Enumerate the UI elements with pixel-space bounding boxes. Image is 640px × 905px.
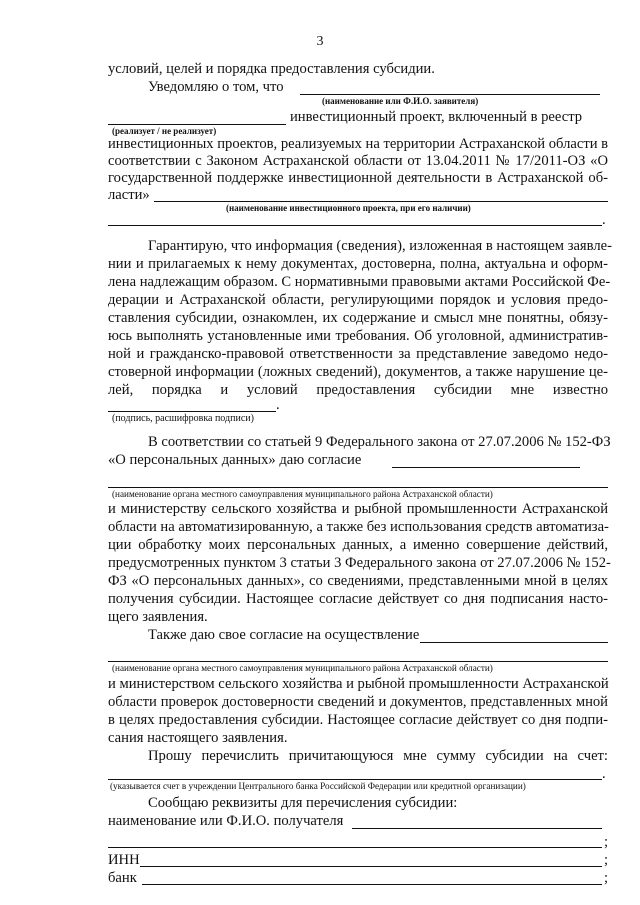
blank-line bbox=[108, 225, 602, 226]
blank-line bbox=[108, 124, 286, 125]
field-caption: (наименование инвестиционного проекта, при его наличии) bbox=[226, 203, 471, 213]
inn-label: ИНН bbox=[108, 852, 140, 868]
text-line: в целях предоставления субсидии. Настоящее согласие действует со дня подпи- bbox=[108, 712, 608, 728]
text-line: Сообщаю реквизиты для перечисления субсидии: bbox=[148, 795, 458, 811]
text-line: стоверной информации (ложных сведений), документов, а также нарушение це- bbox=[108, 364, 608, 380]
text-line: ласти» bbox=[108, 187, 150, 203]
text-line: . bbox=[602, 766, 606, 782]
text-line: и министерством сельского хозяйства и рыбной промышленности Астраханской bbox=[108, 676, 609, 692]
blank-line bbox=[154, 201, 608, 202]
text-line: сания настоящего заявления. bbox=[108, 730, 288, 746]
text-line: ной и гражданско-правовой ответственности за представление заведомо недо- bbox=[108, 346, 608, 362]
text-line: области проверок достоверности сведений и документов, представленных мной bbox=[108, 694, 608, 710]
text-line: ; bbox=[604, 834, 609, 850]
text-line: ставления субсидии, ознакомлен, их содержание и смысл мне понятны, обязу- bbox=[108, 310, 608, 326]
text-line: лей, порядка и условий предоставления субсидии мне известно bbox=[108, 382, 608, 398]
blank-line bbox=[108, 661, 608, 662]
bank-label: банк bbox=[108, 870, 137, 886]
signature-line bbox=[108, 411, 276, 412]
text-line: соответствии с Законом Астраханской области от 13.04.2011 № 17/2011-ОЗ «О bbox=[108, 153, 608, 169]
signature-caption: (подпись, расшифровка подписи) bbox=[112, 413, 254, 424]
blank-line bbox=[108, 779, 602, 780]
text-line: области на автоматизированную, а также без использования средств автоматиза- bbox=[108, 519, 609, 535]
blank-line bbox=[300, 94, 600, 95]
recipient-name-label: наименование или Ф.И.О. получателя bbox=[108, 813, 344, 829]
text-line: Уведомляю о том, что bbox=[148, 79, 284, 95]
text-line: ; bbox=[604, 870, 609, 886]
text-line: ФЗ «О персональных данных», со сведениями, представленными мной в целях bbox=[108, 573, 608, 589]
text-line: условий, целей и порядка предоставления субсидии. bbox=[108, 61, 435, 77]
text-line: ; bbox=[604, 852, 609, 868]
text-line: получения субсидии. Настоящее согласие действует со дня подписания насто- bbox=[108, 591, 608, 607]
text-line: щего заявления. bbox=[108, 609, 208, 625]
text-line: нии и прилагаемых к нему документах, достоверна, полна, актуальна и оформ- bbox=[108, 256, 608, 272]
text-line: инвестиционный проект, включенный в реестр bbox=[290, 109, 583, 125]
bank-field[interactable] bbox=[142, 884, 602, 885]
field-caption: (реализует / не реализует) bbox=[112, 126, 217, 136]
blank-line bbox=[108, 487, 608, 488]
blank-line bbox=[392, 467, 580, 468]
text-line: «О персональных данных» даю согласие bbox=[108, 452, 362, 468]
field-caption: (указывается счет в учреждении Центрального банка Российской Федерации или кредитной организации) bbox=[110, 781, 526, 791]
text-line: Прошу перечислить причитающуюся мне сумму субсидии на счет: bbox=[148, 748, 608, 764]
text-line: . bbox=[602, 212, 606, 228]
text-line: Также даю свое согласие на осуществление bbox=[148, 627, 420, 643]
text-line: Гарантирую, что информация (сведения), изложенная в настоящем заявле- bbox=[148, 238, 612, 254]
blank-line bbox=[420, 642, 608, 643]
field-caption: (наименование органа местного самоуправления муниципального района Астраханской области) bbox=[112, 489, 493, 499]
text-line: и министерству сельского хозяйства и рыбной промышленности Астраханской bbox=[108, 501, 608, 517]
text-line: государственной поддержке инвестиционной деятельности в Астраханской об- bbox=[108, 170, 608, 186]
text-line: лена надлежащим образом. С нормативными правовыми актами Российской Фе- bbox=[108, 274, 611, 290]
recipient-name-field-cont[interactable] bbox=[108, 847, 602, 848]
text-line: инвестиционных проектов, реализуемых на территории Астраханской области в bbox=[108, 136, 609, 152]
field-caption: (наименование или Ф.И.О. заявителя) bbox=[322, 96, 479, 106]
text-line: В соответствии со статьей 9 Федерального закона от 27.07.2006 № 152-ФЗ bbox=[148, 434, 611, 450]
inn-field[interactable] bbox=[140, 866, 602, 867]
text-line: дерации и Астраханской области, регулирующими порядок и условия предо- bbox=[108, 292, 608, 308]
field-caption: (наименование органа местного самоуправления муниципального района Астраханской области) bbox=[112, 663, 493, 673]
text-line: . bbox=[276, 397, 280, 413]
text-line: ции обработку моих персональных данных, а именно совершение действий, bbox=[108, 537, 608, 553]
page-number: 3 bbox=[316, 34, 324, 49]
text-line: юсь выполнять установленные ими требования. Об уголовной, административ- bbox=[108, 328, 608, 344]
text-line: предусмотренных пунктом 3 статьи 3 Федерального закона от 27.07.2006 № 152- bbox=[108, 555, 611, 571]
recipient-name-field[interactable] bbox=[352, 828, 602, 829]
